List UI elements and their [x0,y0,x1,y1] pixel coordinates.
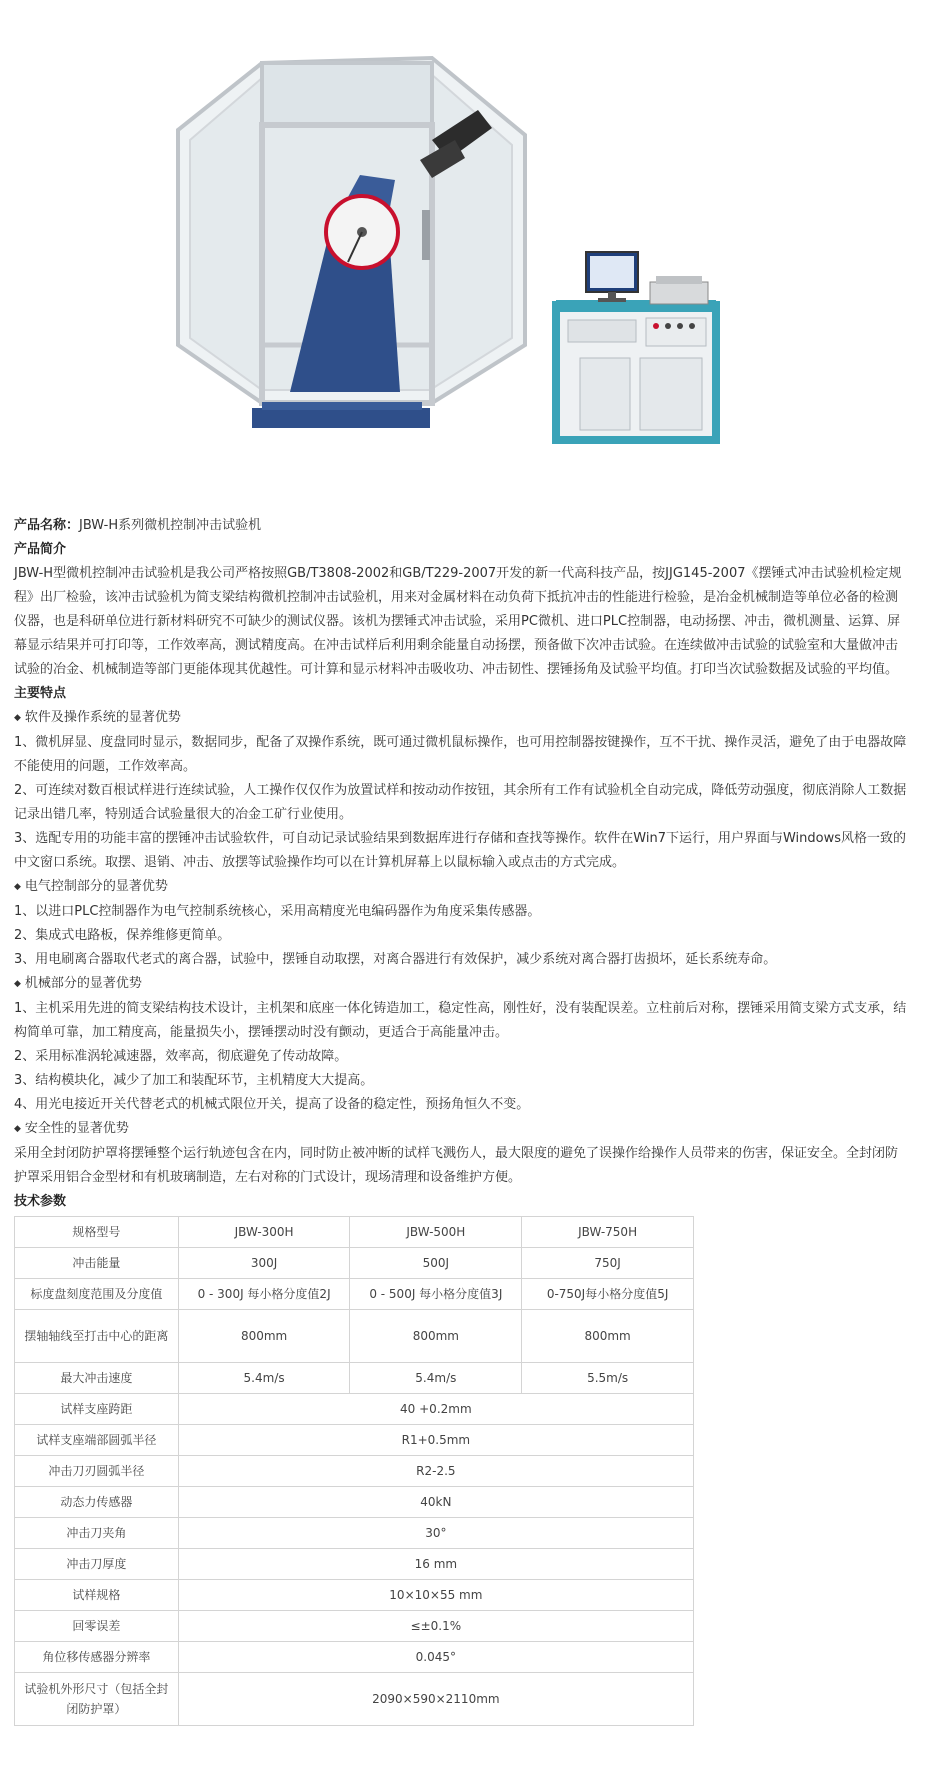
electrical-item-2: 2、集成式电路板，保养维修更简单。 [14,928,231,943]
table-cell: 0 - 300J 每小格分度值2J [178,1279,350,1310]
electrical-section-title: ◆ 电气控制部分的显著优势 [14,875,909,900]
table-cell: 角位移传感器分辨率 [15,1642,179,1673]
electrical-item-1: 1、以进口PLC控制器作为电气控制系统核心，采用高精度光电编码器作为角度采集传感器。 [14,904,541,919]
features-heading: 主要特点 [14,686,67,701]
product-image [0,0,929,500]
table-cell: 2090×590×2110mm [178,1673,693,1726]
table-cell: 16 mm [178,1549,693,1580]
table-row [15,1611,694,1642]
table-cell: 动态力传感器 [15,1487,179,1518]
mechanical-item-4: 4、用光电接近开关代替老式的机械式限位开关，提高了设备的稳定性，预扬角恒久不变。 [14,1097,530,1112]
table-cell: JBW-750H [522,1217,694,1248]
table-row [15,1549,694,1580]
table-cell: 冲击刀夹角 [15,1518,179,1549]
table-cell: 40kN [178,1487,693,1518]
table-cell: 冲击刀厚度 [15,1549,179,1580]
table-cell: 试样规格 [15,1580,179,1611]
table-cell: 冲击能量 [15,1248,179,1279]
safety-text: 采用全封闭防护罩将摆锤整个运行轨迹包含在内，同时防止被冲断的试样飞溅伤人，最大限度的避免了误操作给操作人员带来的伤害，保证安全。全封闭防护罩采用铝合金型材和有机玻璃制造，左右对称的门式设计，现场清理和设备维护方便。 [14,1146,899,1185]
table-cell: 800mm [350,1310,522,1363]
table-cell: 30° [178,1518,693,1549]
impact-tester-illustration [178,58,525,428]
table-cell: JBW-300H [178,1217,350,1248]
table-cell: 冲击刀刃圆弧半径 [15,1456,179,1487]
table-cell: 10×10×55 mm [178,1580,693,1611]
control-cabinet-illustration [556,252,716,440]
table-row [15,1248,694,1279]
software-item-2: 2、可连续对数百根试样进行连续试验，人工操作仅仅作为放置试样和按动动作按钮，其余所有工作有试验机全自动完成，降低劳动强度，彻底消除人工数据记录出错几率，特别适合试验量很大的冶金工矿行业使用。 [14,783,907,822]
table-cell: 800mm [522,1310,694,1363]
table-cell: 试样支座跨距 [15,1394,179,1425]
table-cell: 800mm [178,1310,350,1363]
tech-params-heading: 技术参数 [14,1194,67,1209]
table-row [15,1518,694,1549]
table-cell: R1+0.5mm [178,1425,693,1456]
table-cell: 300J [178,1248,350,1279]
product-name-label: 产品名称： [14,518,80,533]
software-item-1: 1、微机屏显、度盘同时显示，数据同步，配备了双操作系统，既可通过微机鼠标操作，也可用控制器按键操作，互不干扰、操作灵活，避免了由于电器故障不能使用的问题，工作效率高。 [14,735,907,774]
table-cell: R2-2.5 [178,1456,693,1487]
table-row [15,1394,694,1425]
software-item-3: 3、选配专用的功能丰富的摆锤冲击试验软件，可自动记录试验结果到数据库进行存储和查找等操作。软件在Win7下运行，用户界面与Windows风格一致的中文窗口系统。取摆、退销、冲击、放摆等试验操作均可以在计算机屏幕上以鼠标输入或点击的方式完成。 [14,831,906,870]
table-row [15,1642,694,1673]
table-cell: 0-750J每小格分度值5J [522,1279,694,1310]
table-row [15,1279,694,1310]
mechanical-item-2: 2、采用标准涡轮减速器，效率高，彻底避免了传动故障。 [14,1049,348,1064]
table-cell: 5.4m/s [178,1363,350,1394]
table-row [15,1310,694,1363]
table-cell: 0.045° [178,1642,693,1673]
table-cell: ≤±0.1% [178,1611,693,1642]
product-name-value: JBW-H系列微机控制冲击试验机 [79,518,262,533]
table-cell: 最大冲击速度 [15,1363,179,1394]
table-cell: 0 - 500J 每小格分度值3J [350,1279,522,1310]
product-description [14,514,909,1726]
safety-section-title: ◆ 安全性的显著优势 [14,1117,909,1142]
table-cell: 试样支座端部圆弧半径 [15,1425,179,1456]
table-cell: 摆轴轴线至打击中心的距离 [15,1310,179,1363]
table-cell: 回零误差 [15,1611,179,1642]
product-name-line [14,514,909,538]
table-cell: 5.4m/s [350,1363,522,1394]
table-cell: 40 +0.2mm [178,1394,693,1425]
mechanical-item-3: 3、结构模块化，减少了加工和装配环节，主机精度大大提高。 [14,1073,374,1088]
mechanical-section-title: ◆ 机械部分的显著优势 [14,972,909,997]
table-row [15,1425,694,1456]
table-row [15,1673,694,1726]
table-header-row [15,1217,694,1248]
intro-heading: 产品简介 [14,542,67,557]
table-cell: 试验机外形尺寸（包括全封闭防护罩） [15,1673,179,1726]
intro-text: JBW-H型微机控制冲击试验机是我公司严格按照GB/T3808-2002和GB/T229-2007开发的新一代高科技产品，按JJG145-2007《摆锤式冲击试验机检定规程》出厂检验，该冲击试验机为简支梁结构微机控制冲击试验机，用来对金属材料在动负荷下抵抗冲击的性能进行检验，是冶金机械制造等单位必备的检测仪器，也是科研单位进行新材料研究不可缺少的测试仪器。该机为摆锤式冲击试验，采用PC微机、进口PLC控制器，电动扬摆、冲击，微机测量、运算、屏幕显示结果并可打印等，工作效率高，测试精度高。在冲击试样后利用剩余能量自动扬摆，预备做下次冲击试验。在连续做冲击试验的试验室和大量做冲击试验的冶金、机械制造等部门更能体现其优越性。可计算和显示材料冲击吸收功、冲击韧性、摆锤扬角及试验平均值。打印当次试验数据及试验的平均值。 [14,566,902,677]
table-row [15,1363,694,1394]
table-cell: JBW-500H [350,1217,522,1248]
table-row [15,1487,694,1518]
tech-params-table [14,1216,694,1726]
mechanical-item-1: 1、主机采用先进的简支梁结构技术设计，主机架和底座一体化铸造加工，稳定性高，刚性好，没有装配误差。立柱前后对称，摆锤采用简支梁方式支承，结构简单可靠，加工精度高，能量损失小，摆锤摆动时没有颤动，更适合于高能量冲击。 [14,1001,907,1040]
table-cell: 标度盘刻度范围及分度值 [15,1279,179,1310]
table-cell: 规格型号 [15,1217,179,1248]
table-cell: 750J [522,1248,694,1279]
table-row [15,1580,694,1611]
table-row [15,1456,694,1487]
table-cell: 5.5m/s [522,1363,694,1394]
table-cell: 500J [350,1248,522,1279]
software-section-title: ◆ 软件及操作系统的显著优势 [14,706,909,731]
electrical-item-3: 3、用电刷离合器取代老式的离合器，试验中，摆锤自动取摆，对离合器进行有效保护，减少系统对离合器打齿损坏，延长系统寿命。 [14,952,777,967]
